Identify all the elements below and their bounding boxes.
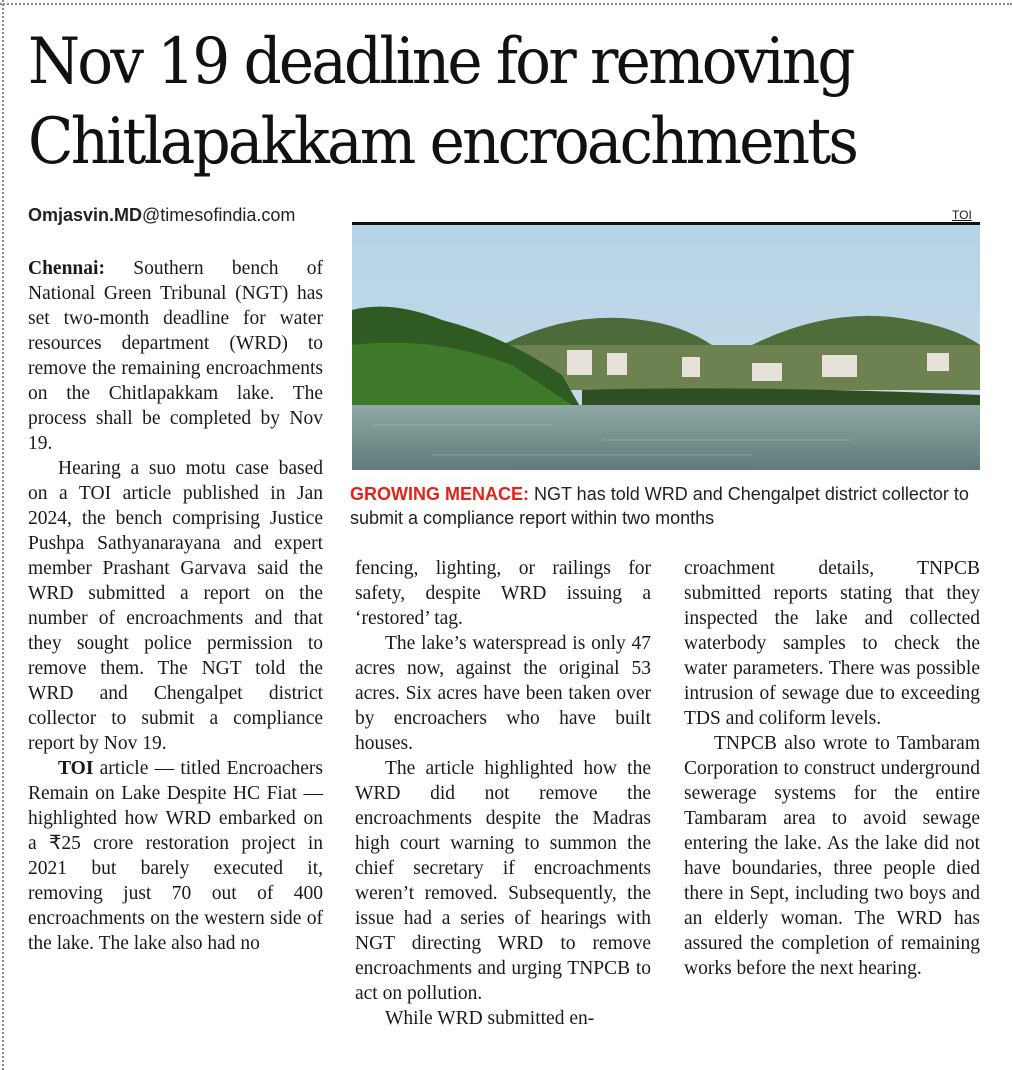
clipping-border-top [0, 3, 1012, 5]
dateline: Chennai: [28, 258, 105, 279]
article-paragraph: Hearing a suo motu case based on a TOI article published in Jan 2024, the bench comprising Justice Pushpa Sathyanarayana and expert member Prashant Garvava said the WRD submitted a report on the number of encroachments and that they sought police permission to remove them. The NGT told the WRD and Chengalpet district collector to submit a compliance report by Nov 19. [28, 458, 323, 754]
byline-name: Omjasvin.MD [28, 205, 143, 225]
article-column-3 [684, 556, 980, 981]
paragraph-text: Southern bench of National Green Tribunal (NGT) has set two-month deadline for water resources department (WRD) to remove the remaining encroachments on the Chitlapakkam lake. The process shall be completed by Nov 19. [28, 258, 323, 454]
lake-photo [352, 222, 980, 470]
caption-kicker: GROWING MENACE: [350, 484, 529, 504]
article-column-1 [28, 256, 323, 956]
article-paragraph: TNPCB also wrote to Tambaram Corporation to construct underground sewerage systems for the entire Tambaram area to avoid sewage entering the lake. As the lake did not have boundaries, three people died there in Sept, including two boys and an elderly woman. The WRD has assured the completion of remaining works before the next hearing. [684, 733, 980, 979]
byline [28, 205, 295, 226]
clipping-border-left [2, 0, 4, 1070]
article-paragraph: While WRD submitted en- [385, 1008, 595, 1029]
article-paragraph: The article highlighted how the WRD did not remove the encroachments despite the Madras high court warning to summon the chief secretary if encroachments weren’t removed. Subsequently, the issue had a series of hearings with NGT directing WRD to remove encroachments and urging TNPCB to act on pollution. [355, 758, 651, 1004]
photo-credit: TOI [952, 208, 972, 222]
article-paragraph: The lake’s waterspread is only 47 acres now, against the original 53 acres. Six acres have been taken over by encroachers who have built houses. [355, 633, 651, 754]
toi-mention: TOI [58, 758, 94, 779]
article-paragraph: TOI article — titled Encroachers Remain on Lake Despite HC Fiat — highlighted how WRD embarked on a ₹25 crore restoration project in 2021 but barely executed it, removing just 70 out of 400 encroachments on the western side of the lake. The lake also had no [28, 758, 323, 954]
headline-line-2: Chitlapakkam encroachments [28, 105, 857, 179]
caption-text: NGT has told WRD and Chengalpet district collector to submit a compliance report within two months [350, 484, 969, 528]
article-column-2 [355, 556, 651, 1031]
photo-caption [350, 482, 980, 530]
headline [28, 22, 921, 182]
byline-domain: @timesofindia.com [142, 205, 296, 225]
article-paragraph: fencing, lighting, or railings for safety, despite WRD issuing a ‘restored’ tag. [355, 558, 651, 629]
headline-line-1: Nov 19 deadline for removing [28, 25, 853, 99]
article-paragraph: croachment details, TNPCB submitted reports stating that they inspected the lake and collected waterbody samples to check the water parameters. There was possible intrusion of sewage due to exceeding TDS and coliform levels. [684, 558, 980, 729]
article-paragraph [28, 256, 323, 456]
